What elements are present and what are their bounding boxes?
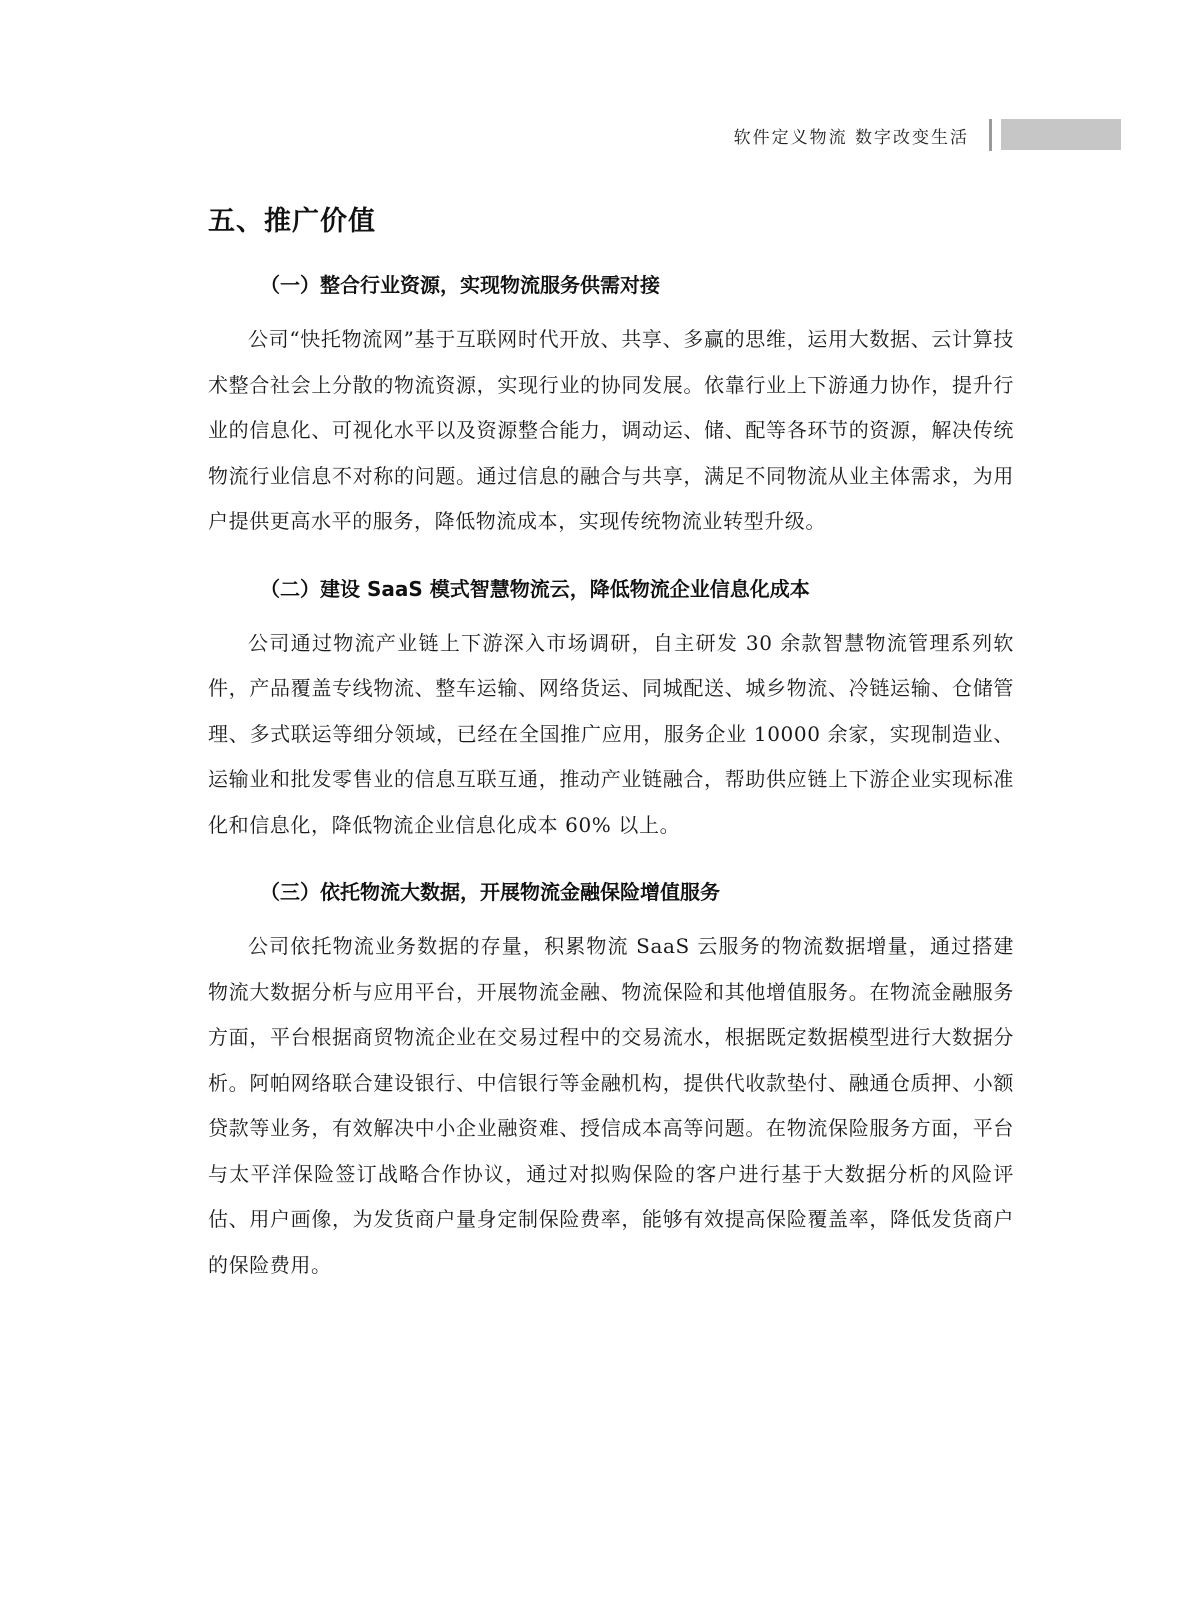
header-divider [989, 119, 992, 151]
section-title: 五、推广价值 [208, 206, 376, 237]
subsection-title-3: （三）依托物流大数据，开展物流金融保险增值服务 [260, 880, 720, 904]
subsection-title-2: （二）建设 SaaS 模式智慧物流云，降低物流企业信息化成本 [260, 576, 810, 601]
subsection-title-1: （一）整合行业资源，实现物流服务供需对接 [260, 273, 660, 297]
paragraph-2: 公司通过物流产业链上下游深入市场调研，自主研发 30 余款智慧物流管理系列软件，产品覆盖专线物流、整车运输、网络货运、同城配送、城乡物流、冷链运输、仓储管理、多式联运等细分领域，已经在全国推广应用，服务企业 10000 余家，实现制造业、运输业和批发零售业的信息互联互通，推动产业链融合，帮助供应链上下游企业实现标准化和信息化，降低物流企业信息化成本 60% 以上。 [208, 630, 1014, 837]
running-header [0, 119, 1187, 151]
paragraph-1: 公司“快托物流网”基于互联网时代开放、共享、多赢的思维，运用大数据、云计算技术整合社会上分散的物流资源，实现行业的协同发展。依靠行业上下游通力协作，提升行业的信息化、可视化水平以及资源整合能力，调动运、储、配等各环节的资源，解决传统物流行业信息不对称的问题。通过信息的融合与共享，满足不同物流从业主体需求，为用户提供更高水平的服务，降低物流成本，实现传统物流业转型升级。 [208, 327, 1014, 533]
header-gray-block [1001, 119, 1121, 150]
running-header-title: 软件定义物流 数字改变生活 [733, 128, 969, 148]
page-content [208, 200, 1014, 1317]
paragraph-3: 公司依托物流业务数据的存量，积累物流 SaaS 云服务的物流数据增量，通过搭建物流大数据分析与应用平台，开展物流金融、物流保险和其他增值服务。在物流金融服务方面，平台根据商贸物流企业在交易过程中的交易流水，根据既定数据模型进行大数据分析。阿帕网络联合建设银行、中信银行等金融机构，提供代收款垫付、融通仓质押、小额贷款等业务，有效解决中小企业融资难、授信成本高等问题。在物流保险服务方面，平台与太平洋保险签订战略合作协议，通过对拟购保险的客户进行基于大数据分析的风险评估、用户画像，为发货商户量身定制保险费率，能够有效提高保险覆盖率，降低发货商户的保险费用。 [208, 934, 1014, 1277]
